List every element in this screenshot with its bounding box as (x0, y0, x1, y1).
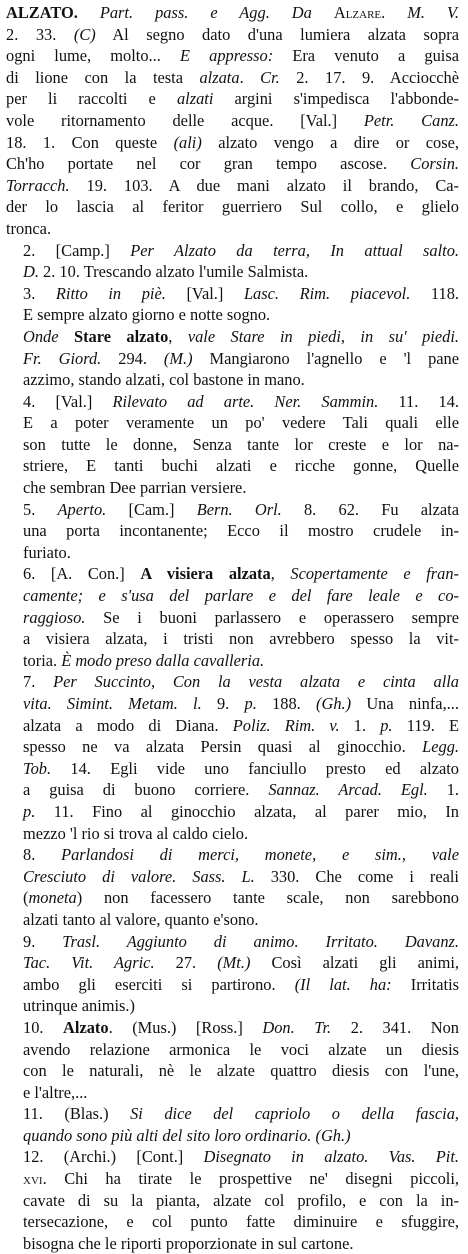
text-run: 118. (410, 283, 460, 303)
text-run: 6. [A. Con.] (23, 564, 141, 584)
text-run: 5. (23, 499, 58, 519)
text-run: 8. (23, 845, 62, 865)
text-run: alzata a modo di Diana. (23, 715, 233, 735)
text-run: son tutte le donne, Senza tante lor creste e lor na- (23, 434, 459, 454)
text-line (6, 1190, 459, 1212)
text-line (6, 758, 459, 780)
text-line (6, 218, 459, 240)
text-run: Mangiarono l'agnello e 'l pane (192, 348, 460, 368)
text-run: Tac. Vit. Agric. (23, 953, 155, 973)
text-run: A visiera alzata (140, 564, 271, 584)
text-run: , (168, 326, 188, 346)
text-line (6, 909, 459, 931)
text-run: ogni lume, molto... (6, 46, 180, 66)
text-run: E a poter veramente un po' vedere Tali quali elle (23, 413, 459, 433)
text-run: Si dice del capriolo o della fascia, (130, 1104, 460, 1124)
text-run: Lasc. Rim. piacevol. (243, 283, 411, 303)
text-run: alzato vengo a dire or cose, (201, 132, 459, 152)
text-line (6, 1082, 459, 1104)
text-run: cavate di su la pianta, alzate col profilo, e con la in- (23, 1190, 459, 1210)
text-run: Se i buoni parlassero e operassero sempre (85, 607, 459, 627)
text-line (6, 348, 459, 370)
text-line (6, 563, 459, 585)
text-line (6, 434, 459, 456)
text-run: 27. (154, 953, 218, 973)
text-line (6, 1146, 459, 1168)
text-run: ( (23, 888, 29, 908)
text-line (6, 67, 459, 89)
sense-paragraph (6, 844, 459, 930)
text-run: . (381, 3, 408, 22)
text-run: [Val.] (165, 283, 244, 303)
text-run: 10. (23, 1017, 64, 1037)
text-run: alzati tanto al valore, quanto e'sono. (23, 909, 259, 929)
text-line (6, 110, 459, 132)
text-run: 188. (256, 694, 317, 713)
text-run: Irritatis (391, 974, 460, 994)
sense-paragraph (6, 499, 459, 564)
text-run: E sempre alzato giorno e notte sogno. (23, 305, 271, 325)
text-line (6, 693, 459, 715)
text-line (6, 1039, 459, 1061)
sense-paragraph (6, 1146, 459, 1254)
text-run: toria. (23, 650, 62, 670)
text-run: 18. 1. Con queste (6, 132, 174, 152)
text-run: der lo lascia al feritor guerriero Sul collo, e glielo (6, 197, 459, 217)
text-line (6, 455, 459, 477)
entry-headword-paragraph (6, 2, 459, 240)
text-run: Legg. (422, 737, 459, 757)
text-run: ALZATO. (6, 3, 78, 22)
text-run: Petr. Canz. (363, 110, 459, 130)
text-line (6, 931, 459, 953)
text-run: (C) (73, 24, 96, 44)
sense-paragraph (6, 931, 459, 1017)
text-run: 14. Egli vide uno fanciullo presto ed alzato (51, 758, 459, 778)
text-run: Sannaz. Arcad. Egl. (268, 780, 428, 800)
text-run: Poliz. Rim. v. (232, 715, 340, 735)
text-run: 2. 33. (6, 24, 74, 44)
text-run: Alzare (333, 3, 382, 22)
text-run: Scopertamente e fran- (290, 564, 460, 584)
text-run: una porta incontanente; Ecco il mostro crudele in- (23, 521, 459, 541)
text-run (78, 3, 100, 22)
text-run: utrinque animis.) (23, 996, 135, 1016)
text-run: 4. [Val.] (23, 391, 113, 411)
text-line (6, 391, 459, 413)
text-run: argini s'impedisca l'abbonde- (213, 89, 459, 109)
text-line (6, 887, 459, 909)
sense-paragraph (6, 671, 459, 844)
text-line (6, 801, 459, 823)
text-run: camente; e s'usa del parlare e del fare leale e co- (23, 586, 459, 606)
text-run: furiato. (23, 542, 71, 562)
text-run: quando sono più alti del sito loro ordinario. (23, 1125, 312, 1145)
text-line (6, 196, 459, 218)
text-run: 119. E (392, 715, 459, 735)
text-line (6, 628, 459, 650)
text-run: Don. Tr. (262, 1017, 332, 1037)
text-run: . (Mus.) [Ross.] (108, 1017, 263, 1037)
text-run: E appresso: (179, 46, 274, 66)
sense-paragraph (6, 1017, 459, 1103)
text-run: Fr. Giord. (23, 348, 102, 368)
text-run: M. V. (407, 3, 459, 22)
text-run: (Il lat. ha: (294, 974, 392, 994)
text-run: Alzato (63, 1017, 109, 1037)
text-run: , (270, 564, 291, 584)
text-run: Torracch. (6, 175, 70, 195)
text-run: Così alzati gli animi, (250, 953, 459, 973)
text-run: È modo preso dalla cavalleria. (61, 650, 265, 670)
text-run: moneta (28, 888, 77, 908)
text-run: con le naturali, nè le alzate quattro diesis con l'une, (23, 1061, 459, 1081)
text-run: Trasl. Aggiunto di animo. Irritato. Davanz. (62, 931, 459, 951)
text-run: Aperto. (57, 499, 107, 519)
text-run: 2. 341. Non (331, 1017, 460, 1037)
text-line (6, 369, 459, 391)
text-run: vita. Simint. Metam. l. (23, 694, 202, 713)
text-run: p. (23, 801, 36, 821)
sense-paragraph (6, 240, 459, 283)
text-line (6, 736, 459, 758)
text-run: 7. (23, 672, 54, 692)
text-run: Corsin. (410, 154, 459, 174)
text-run: 12. (Archi.) [Cont.] (23, 1147, 204, 1167)
text-line (6, 326, 459, 348)
text-run: bisogna che le riporti proporzionate in sul cartone. (23, 1233, 354, 1253)
text-line (6, 974, 459, 996)
text-run: striere, E tanti buchi alzati e ricche gonne, Quelle (23, 456, 459, 476)
text-line (6, 520, 459, 542)
text-run: Stare alzato (73, 326, 169, 346)
text-line (6, 1168, 459, 1190)
text-run: Per Succinto, Con la vesta alzata e cinta alla (53, 672, 460, 692)
text-run: raggioso. (23, 607, 86, 627)
text-line (6, 823, 459, 845)
text-run: Cresciuto di valore. Sass. L. (23, 866, 255, 886)
text-run (312, 3, 334, 22)
text-run: avendo relazione armonica le voci alzate un diesis (23, 1039, 459, 1059)
text-line (6, 24, 459, 46)
text-line (6, 261, 459, 283)
text-run: mezzo 'l rio si trova al caldo cielo. (23, 823, 249, 843)
text-line (6, 153, 459, 175)
text-run: [Cam.] (106, 499, 197, 519)
text-run: di lione con la testa (6, 67, 200, 87)
text-run: 19. 103. A due mani alzato il brando, Ca- (69, 175, 459, 195)
text-line (6, 952, 459, 974)
text-run: Per Alzato da terra, In attual salto. (130, 240, 459, 260)
text-line (6, 995, 459, 1017)
sense-paragraph (6, 1103, 459, 1146)
text-run: p. (380, 715, 393, 735)
text-line (6, 283, 459, 305)
text-line (6, 2, 459, 24)
text-line (6, 175, 459, 197)
text-run: a visiera alzata, i tristi non avrebbero spesso la vit- (23, 629, 459, 649)
text-line (6, 866, 459, 888)
text-line (6, 1125, 459, 1147)
text-run: 2. 17. 9. Acciocchè (279, 67, 460, 87)
text-run: vole ritornamento delle acque. [Val.] (6, 110, 364, 130)
text-run: (Gh.) (316, 694, 352, 713)
text-run: 1. (427, 780, 459, 800)
text-run: (Gh.) (315, 1125, 351, 1145)
text-run: 9. (23, 931, 63, 951)
text-line (6, 412, 459, 434)
text-run: 330. Che come i reali (254, 866, 459, 886)
text-run: 8. 62. Fu alzata (281, 499, 459, 519)
text-run: Ritto in piè. (55, 283, 166, 303)
text-run: xvi (23, 1169, 43, 1189)
text-run: Rilevato ad arte. Ner. Sammin. (112, 391, 379, 411)
text-run: (M.) (163, 348, 193, 368)
text-run: 11. (Blas.) (23, 1104, 131, 1124)
text-line (6, 671, 459, 693)
text-run: 2. 10. Trescando alzato l'umile Salmista. (38, 262, 309, 282)
text-run: 11. 14. (378, 391, 459, 411)
text-run: alzati (176, 89, 214, 109)
text-line (6, 132, 459, 154)
text-run: Disegnato in alzato. Vas. Pit. (203, 1147, 459, 1167)
text-run: azzimo, stando alzati, col bastone in mano. (23, 370, 305, 390)
text-run: 2. [Camp.] (23, 240, 131, 260)
text-line (6, 1103, 459, 1125)
text-run: D. (23, 262, 39, 282)
text-line (6, 1233, 459, 1254)
text-run: 3. (23, 283, 56, 303)
text-run (59, 327, 74, 346)
text-line (6, 1017, 459, 1039)
text-line (6, 650, 459, 672)
text-line (6, 607, 459, 629)
text-run: . (239, 67, 261, 87)
text-run: ambo gli eserciti si partirono. (23, 974, 295, 994)
text-run: vale Stare in piedi, in su' piedi. (187, 326, 459, 346)
text-run: spesso ne va alzata Persin quasi al ginocchio. (23, 737, 423, 757)
text-run: Era venuto a guisa (273, 46, 459, 66)
text-run: e l'altre,... (23, 1082, 88, 1102)
text-line (6, 88, 459, 110)
text-line (6, 715, 459, 737)
text-run: che sembran Dee parrian versiere. (23, 478, 247, 498)
text-run: ) non facessero tante scale, non sarebbono (76, 888, 459, 908)
text-run: tersecazione, e col punto fatte diminuire e sfuggire, (23, 1212, 459, 1232)
text-run: Onde (23, 326, 59, 346)
text-run: p. (244, 694, 257, 713)
sense-paragraph (6, 391, 459, 499)
text-run: Parlandosi di merci, monete, e sim., vale (61, 845, 460, 865)
text-line (6, 477, 459, 499)
sense-paragraph (6, 326, 459, 391)
text-run: a guisa di buono corriere. (23, 780, 269, 800)
text-run: alzata (199, 67, 240, 87)
text-run: Tob. (23, 758, 52, 778)
text-line (6, 844, 459, 866)
text-line (6, 45, 459, 67)
sense-paragraph (6, 283, 459, 326)
text-line (6, 585, 459, 607)
text-run: 294. (101, 348, 164, 368)
text-run: (ali) (173, 132, 202, 152)
text-line (6, 779, 459, 801)
text-run: Ch'ho portate nel cor gran tempo ascose. (6, 154, 411, 174)
text-run: (Mt.) (217, 953, 251, 973)
text-run: per li raccolti e (6, 89, 177, 109)
text-run: Una ninfa,... (351, 694, 459, 713)
text-run: Al segno dato d'una lumiera alzata sopra (95, 24, 459, 44)
text-run: 1. (339, 715, 381, 735)
text-run: . Chi ha tirate le prospettive ne' disegni piccoli, (42, 1169, 459, 1189)
text-run: Part. pass. e Agg. Da (99, 3, 312, 22)
text-run: Cr. (260, 67, 280, 87)
text-run: 9. (201, 694, 245, 713)
text-line (6, 1060, 459, 1082)
text-line (6, 499, 459, 521)
text-run: Bern. Orl. (196, 499, 282, 519)
sense-paragraph (6, 563, 459, 671)
text-line (6, 240, 459, 262)
text-run: 11. Fino al ginocchio alzata, al parer mio, In (35, 801, 459, 821)
text-line (6, 542, 459, 564)
text-line (6, 304, 459, 326)
text-line (6, 1211, 459, 1233)
text-run: tronca. (6, 218, 52, 238)
